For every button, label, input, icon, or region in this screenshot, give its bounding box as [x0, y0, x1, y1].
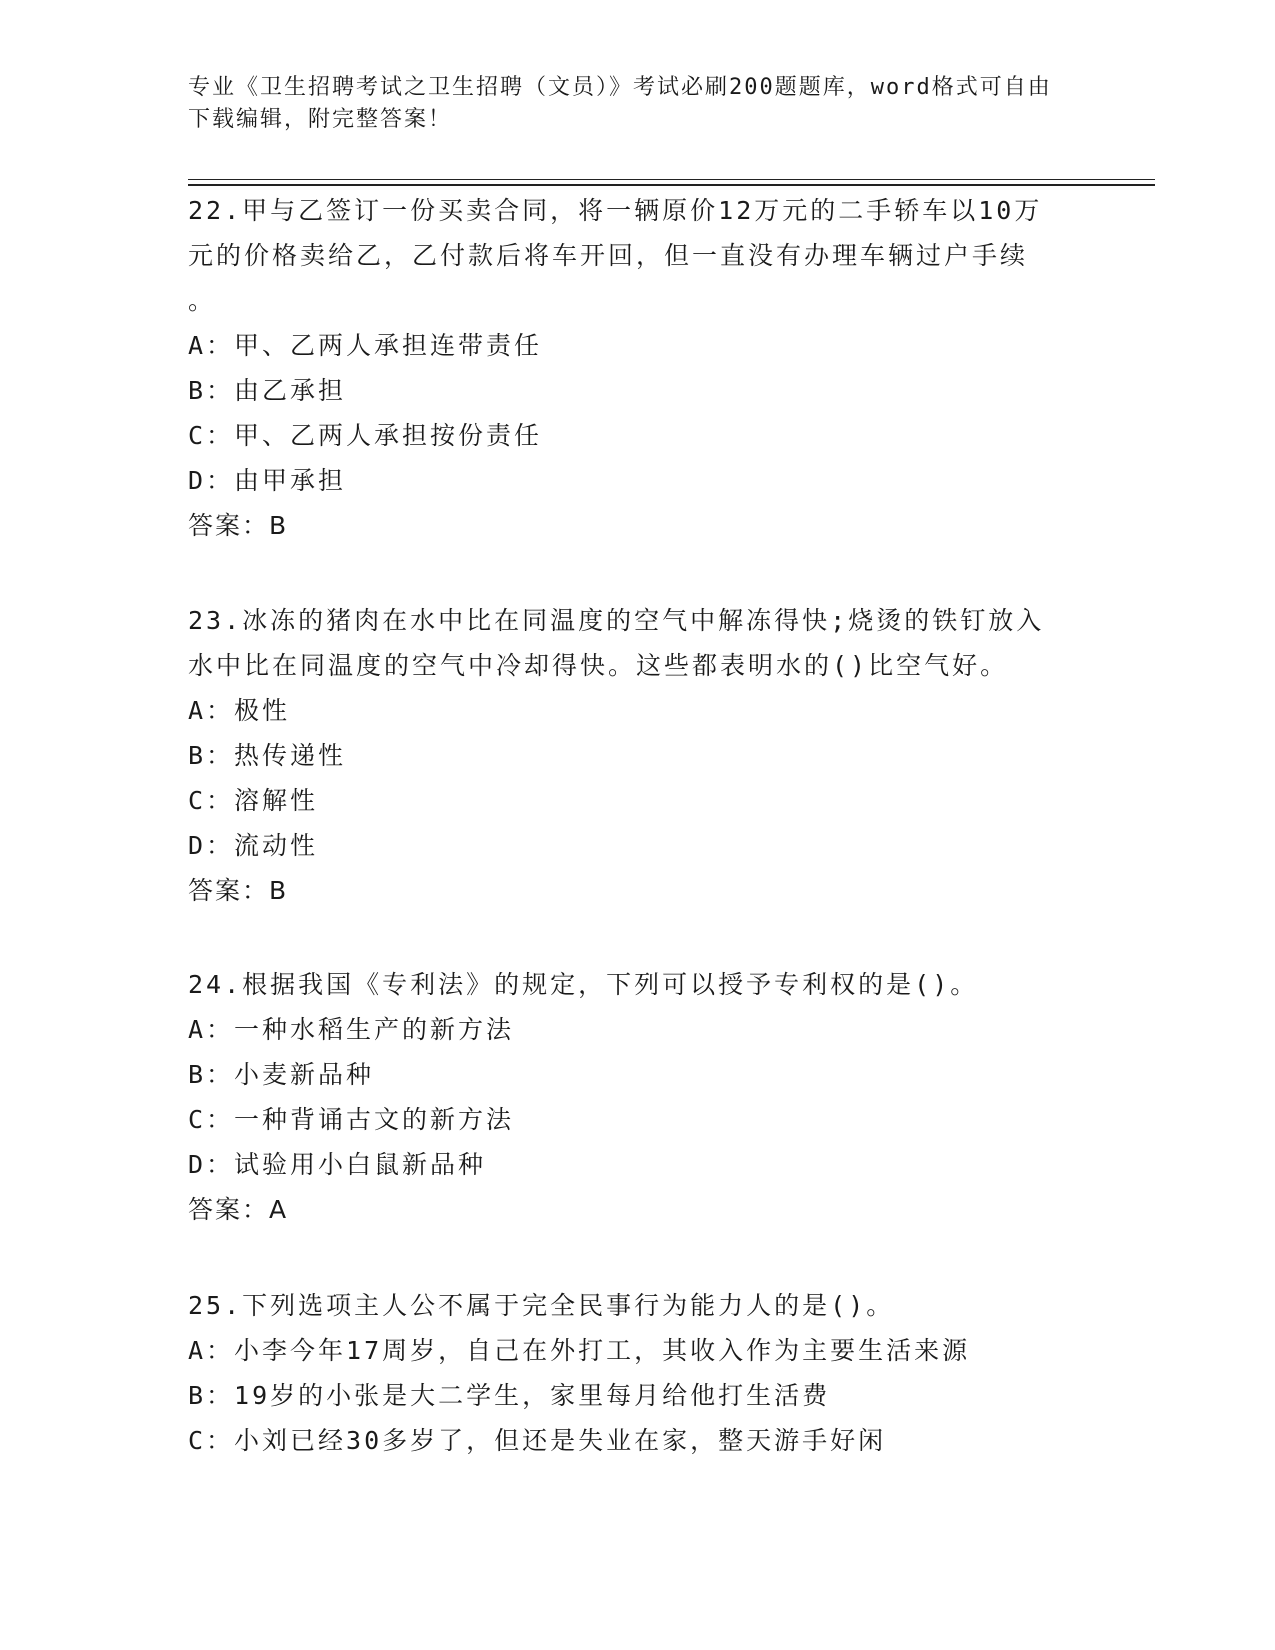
option-c: C：一种背诵古文的新方法	[188, 1105, 515, 1134]
answer: 答案：B	[188, 511, 289, 540]
option-d: D：流动性	[188, 831, 319, 860]
question-stem-line: 24.根据我国《专利法》的规定，下列可以授予专利权的是()。	[188, 970, 979, 999]
option-a: A：一种水稻生产的新方法	[188, 1015, 515, 1044]
option-b: B：19岁的小张是大二学生，家里每月给他打生活费	[188, 1381, 831, 1410]
option-b: B：由乙承担	[188, 376, 347, 405]
header-divider-thick	[188, 184, 1155, 186]
question-stem-line: 。	[188, 286, 217, 315]
question-23	[188, 598, 1088, 914]
question-24	[188, 962, 1088, 1233]
question-stem-line: 元的价格卖给乙，乙付款后将车开回，但一直没有办理车辆过户手续	[188, 241, 1029, 270]
option-d: D：试验用小白鼠新品种	[188, 1150, 487, 1179]
question-stem-line: 22.甲与乙签订一份买卖合同，将一辆原价12万元的二手轿车以10万	[188, 196, 1043, 225]
question-stem-line: 23.冰冻的猪肉在水中比在同温度的空气中解冻得快;烧烫的铁钉放入	[188, 606, 1045, 635]
option-b: B：热传递性	[188, 741, 347, 770]
document-header: 专业《卫生招聘考试之卫生招聘（文员）》考试必刷200题题库，word格式可自由下载编辑，附完整答案！	[188, 75, 1052, 132]
question-stem-line: 25.下列选项主人公不属于完全民事行为能力人的是()。	[188, 1291, 895, 1320]
option-b: B：小麦新品种	[188, 1060, 375, 1089]
option-a: A：极性	[188, 696, 291, 725]
option-d: D：由甲承担	[188, 466, 347, 495]
option-c: C：小刘已经30多岁了，但还是失业在家，整天游手好闲	[188, 1426, 887, 1455]
question-stem-line: 水中比在同温度的空气中冷却得快。这些都表明水的()比空气好。	[188, 651, 1009, 680]
answer: 答案：A	[188, 1195, 289, 1224]
option-a: A：小李今年17周岁，自己在外打工，其收入作为主要生活来源	[188, 1336, 971, 1365]
question-22	[188, 188, 1088, 549]
header-divider-thin	[188, 179, 1155, 180]
option-c: C：甲、乙两人承担按份责任	[188, 421, 543, 450]
question-25	[188, 1283, 1088, 1463]
answer: 答案：B	[188, 876, 289, 905]
option-c: C：溶解性	[188, 786, 319, 815]
option-a: A：甲、乙两人承担连带责任	[188, 331, 543, 360]
